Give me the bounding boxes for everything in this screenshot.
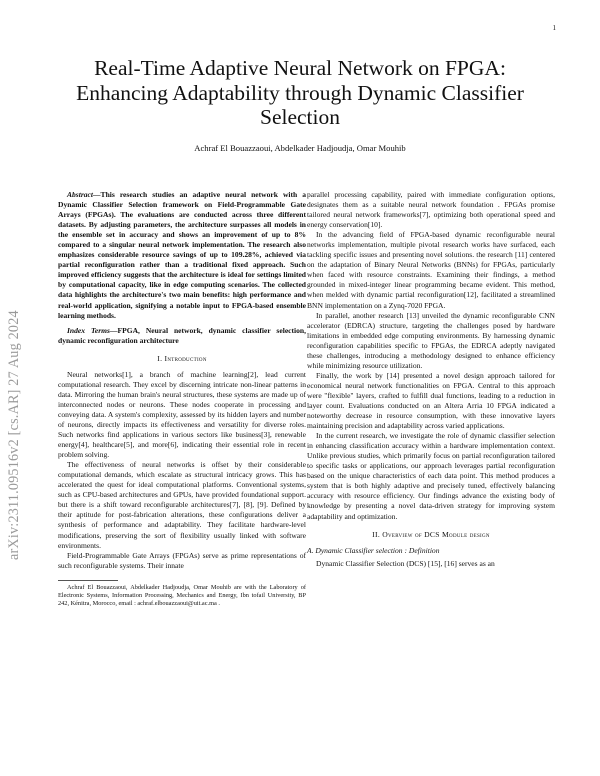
paper-title [40, 56, 560, 130]
body-paragraph: In the current research, we investigate the role of dynamic classifier selection in enhancing classification accuracy within a hardware implementation context. Unlike previous studies, which primarily focus on partial reconfiguration tailored to specific tasks or applications, our approach leverages partial reconfiguration based on the unique characteristics of each data point. This method produces a system that is both highly adaptive and precisely tuned, effectively balancing accuracy with resource efficiency. Our findings advance the existing body of knowledge by presenting a novel data-driven strategy for improving system adaptability and optimization. [307, 431, 555, 521]
index-terms-label: Index Terms— [67, 325, 118, 335]
body-paragraph: parallel processing capability, paired with immediate configuration options, designates them as a suitable neural network foundation . FPGAs promise tailored neural network frameworks[7], optimizing both operational speed and energy conservation[10]. [307, 190, 555, 230]
title-line: Selection [259, 105, 340, 129]
body-paragraph: Neural networks[1], a branch of machine learning[2], lead current computational research. They excel by discerning intricate non-linear patterns in data. Mirroring the human brain's neural structures, these systems are made up of interconnected nodes or neurons. These nodes cooperate in processing and conveying data. A system's complexity, assessed by its hidden layers and number of neurons, directly impacts its effectiveness and versatility for diverse roles. Such networks find applications in various sectors like business[3], renewable energy[4], healthcare[5], and more[6], indicating their essential role in recent problem solving. [58, 369, 306, 460]
section-heading-overview: II. Overview of DCS Module design [372, 529, 490, 539]
title-line: Real-Time Adaptive Neural Network on FPGA: [94, 56, 506, 80]
right-column [307, 190, 555, 569]
author-list: Achraf El Bouazzaoui, Abdelkader Hadjoudja, Omar Mouhib [194, 143, 406, 153]
title-line: Enhancing Adaptability through Dynamic Classifier [76, 80, 524, 105]
left-column [58, 190, 306, 608]
body-paragraph: The effectiveness of neural networks is offset by their considerable computational demands, which escalate as structural intricacy grows. This has accelerated the quest for ideal computational platforms. Conventional systems, such as CPU-based architectures and GPUs, have provided foundational support. but there is a shift toward reconfigurable architectures[7], [8], [9]. Defined by their aptitude for post-fabrication alterations, these configurations deliver a synthesis of performance and adaptability. They facilitate hardware-level modifications, preserving the sort of flexibility usually linked with software environments. [58, 460, 306, 550]
body-paragraph: Dynamic Classifier Selection (DCS) [15], [16] serves as an [316, 558, 495, 568]
body-paragraph: In parallel, another research [13] unveiled the dynamic reconfigurable CNN accelerator (EDRCA) structure, targeting the challenges posed by hardware limitations in embedded edge computing environments. By harnessing dynamic reconfiguration capabilities specific to FPGAs, the EDRCA adeptly navigated these challenges, introducing a methodology designed to enhance efficiency while minimizing resource utilization. [307, 310, 555, 370]
body-paragraph: In the advancing field of FPGA-based dynamic reconfigurable neural networks implementation, multiple pivotal research works have surfaced, each tackling specific issues and presenting novel solutions. the research [11] centered on the adaptation of Binary Neural Networks (BNNs) for FPGAs, particularly when faced with resource constraints. Examining their findings, a method grounded in mixed-integer linear programming became evident. This method, when melded with dynamic partial reconfiguration[12], facilitated a streamlined BNN implementation on a Zynq-7020 FPGA. [307, 230, 555, 310]
abstract-text: This research studies an adaptive neural network with a Dynamic Classifier Selection framework on Field-Programmable Gate Arrays (FPGAs). The evaluations are conducted across three different datasets. By adjusting parameters, the architecture surpasses all models in the ensemble set in accuracy and shows an improvement of up to 8% compared to a singular neural network implementation. The research also emphasizes considerable resource savings of up to 109.28%, achieved via partial reconfiguration rather than a traditional fixed approach. Such improved efficiency suggests that the architecture is ideal for settings limited by computational capacity, like in edge computing scenarios. The collected data highlights the architecture's two main benefits: high performance and real-world application, signifying a notable input to FPGA-based ensemble learning methods. [58, 190, 306, 320]
body-paragraph: Finally, the work by [14] presented a novel design approach tailored for economical neural network functionalities on FPGA. Central to this approach were "flexible" layers, crafted to fulfill dual functions, leading to a reduction in layer count. Evaluations conducted on an Altera Arria 10 FPGA indicated a noteworthy decrease in resource consumption, with these innovative layers maintaining precision and adaptability across varied applications. [307, 370, 555, 431]
arxiv-identifier: arXiv:2311.09516v2 [cs.AR] 27 Aug 2024 [6, 310, 22, 560]
index-terms [58, 326, 306, 346]
abstract-label: Abstract— [67, 190, 101, 199]
footnote-divider [58, 580, 118, 581]
subsection-heading: A. Dynamic Classifier selection : Definition [307, 545, 440, 555]
index-terms-text: FPGA, Neural network, dynamic classifier selection, dynamic reconfiguration architecture [58, 325, 306, 345]
body-paragraph: Field-Programmable Gate Arrays (FPGAs) serve as prime representations of such reconfigurable systems. Their innate [58, 550, 306, 570]
page-number: 1 [552, 24, 556, 32]
abstract [58, 190, 306, 321]
section-heading-introduction: I. Introduction [157, 353, 207, 363]
author-affiliation-footnote: Achraf El Bouazzaoui, Abdelkader Hadjoudja, Omar Mouhib are with the Laboratory of Electronic Systems, Information Processing, Mechanics and Energy, Ibn tofail University, BP 242, Kénitra, Morocco, email : achraf.elbouazzaoui@uit.ac.ma . [58, 583, 306, 608]
